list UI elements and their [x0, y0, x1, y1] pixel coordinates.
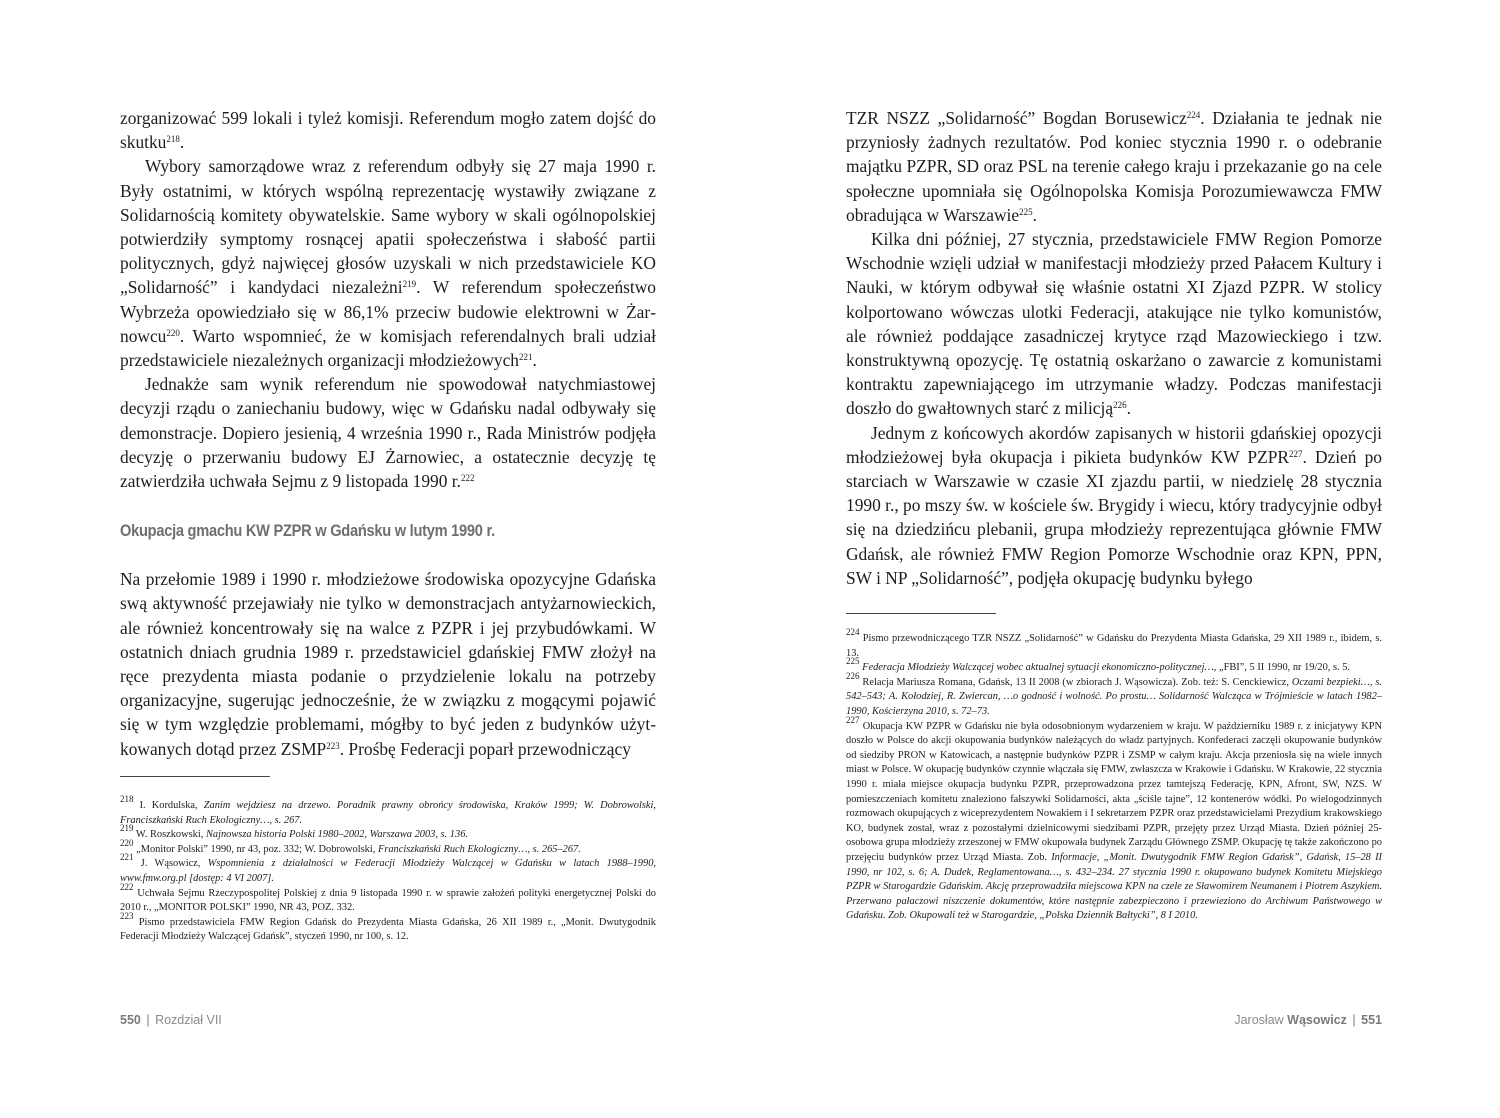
footnote-ref: 224 — [1186, 110, 1201, 120]
footnote — [120, 823, 656, 843]
folio-separator: | — [146, 1013, 150, 1027]
text-run: Jednym z końcowych akordów zapisanych w historii gdańskiej opozycji młodzieżowej była okupacja i pikieta budynków KW PZPR — [846, 422, 1382, 467]
right-footnote-rule — [846, 613, 996, 614]
footnote — [846, 656, 1382, 676]
text-run: . Działania te jednak nie przyniosły żadnych rezultatów. Pod koniec stycznia 1990 r. o odebranie majątku PZPR, SD oraz PSL na terenie całego kraju i przekazanie go na cele społeczne upomniała się Ogólnopolska Komisja Porozumiewawcza FMW obradująca w Warszawie — [846, 108, 1382, 225]
text-run: . Dzień po starciach w Warszawie w czasie XI zjazdu partii, w niedzielę 28 stycznia 1990 r., po mszy św. w kościele św. Brygidy i wiecu, który tradycyjnie odbył się na dziedzińcu plebanii, grupa młodzieży reprezentująca głównie FMW Gdańsk, ale również FMW Region Pomorze Wschodnie oraz KPN, PPN, SW i NP „Solidarność”, podjęła okupację budynku byłego — [846, 446, 1382, 588]
footnote-ref: 221 — [518, 352, 533, 363]
italic-text: Federacja Młodzieży Walczącej wobec aktualnej sytuacji ekonomiczno-politycznej… — [862, 662, 1214, 674]
left-page — [120, 0, 656, 1118]
text-run: „Monitor Polski” 1990, nr 43, poz. 332; W. Dobrowolski, — [133, 843, 378, 855]
italic-text: Informacje, „Monit. Dwutygodnik FMW Region Gdańsk”, Gdańsk, 15–28 II 1990, nr 102, s. 6; A. Dudek, Reglamentowana…, s. 432–234. 27 stycznia 1990 r. okupowano budynek Komitetu Miejskiego PZPR w Starogardzie Gdańskim. Akcję przeprowadziła miejscowa KPN na czele ze Sławomirem Neumanem i Piotrem Aszykiem. Przerwano pałaczowi niszczenie dokumentów, które następnie zabezpieczono i przewieziono do Archiwum Państwowego w Gdańsku. Zob. Okupowali też w Starogardzie, „Polska Dziennik Bałtycki”, 8 I 2010. — [846, 851, 1382, 922]
footnote-ref: 226 — [846, 670, 860, 681]
right-footnotes — [846, 627, 1382, 924]
text-run: . Prośbę Federacji poparł przewodniczący — [339, 738, 631, 759]
left-folio — [120, 1013, 222, 1027]
footnote — [846, 714, 1382, 924]
footnote-ref: 227 — [846, 714, 860, 725]
text-run: . — [1126, 398, 1131, 419]
section-heading: Okupacja gmachu KW PZPR w Gdańsku w lutym 1990 r. — [120, 521, 495, 541]
footnote — [120, 881, 656, 916]
author-last-name: Wąsowicz — [1287, 1013, 1347, 1027]
text-run: Wybory samorządowe wraz z referendum odbyły się 27 maja 1990 r. Były ostatnimi, w których wspólną reprezentację wystawiły związane z Solidarnością komitety obywatelskie. Same wybory w skali ogólnopolskiej potwierdziły symptomy rosnącej apatii społeczeństwa i słabość partii politycznych, gdyż najwięcej głosów uzyskali w nich przedstawiciele KO „Solidarność” i kandydaci niezależni — [120, 156, 656, 298]
footnote — [846, 627, 1382, 661]
right-body-text — [846, 106, 1382, 590]
footnote-ref: 219 — [120, 823, 134, 834]
paragraph — [120, 154, 656, 372]
footnote — [120, 794, 656, 828]
text-run: , „FBI”, 5 II 1990, nr 19/20, s. 5. — [1213, 662, 1350, 674]
left-body-text — [120, 106, 656, 761]
text-run: J. Wąsowicz, — [133, 858, 208, 870]
footnote-ref: 221 — [120, 852, 134, 863]
paragraph — [120, 372, 656, 493]
right-folio — [1234, 1013, 1382, 1027]
text-run: Uchwała Sejmu Rzeczypospolitej Polskiej z dnia 9 listopada 1990 r. w sprawie założeń polityki energetycznej Polski do 2010 r., „MONITOR POLSKI” 1990, NR 43, POZ. 332. — [120, 887, 656, 914]
right-paragraphs — [846, 106, 1382, 590]
footnote-ref: 222 — [120, 881, 134, 892]
italic-text: Oczami bezpieki…, s. 542–543; A. Kołodziej, R. Zwiercan, …o godność i wolność. Po prostu… Solidarność Walcząca w Trójmieście w latach 1982–1990, Kościerzyna 2010, s. 72–73. — [846, 676, 1382, 717]
italic-text: Wspomnienia z działalności w Federacji Młodzieży Walczącej w Gdańsku w latach 1988–1990, www.fmw.org.pl [dostęp: 4 VI 2007]. — [120, 858, 656, 884]
footnote-ref: 220 — [166, 327, 180, 338]
footnote-ref: 223 — [120, 910, 134, 921]
text-run: Okupacja KW PZPR w Gdańsku nie była odosobnionym wydarzeniem w kraju. W październiku 1989 r. z inicjatywy KPN doszło w Polsce do akcji okupowania budynków należących do władz partyjnych. Konfederaci zaczęli okupowanie budynków od siedziby PRON w Katowicach, a następnie budynków PZPR i ZSMP w całym kraju. Akcja przeniosła się na wiele innych miast w Polsce. W okupację budynków czynnie włączała się FMW, zwłaszcza w Krakowie i Gdańsku. W Krakowie, 22 stycznia 1990 r. miała miejsce okupacja budynku PZPR, przeprowadzona przez tamtejszą Federację, KPN, Afront, SW, NZS. W pomieszczeniach komitetu znaleziono fałszywki Solidarności, akta „ściśle tajne”, 12 kontenerów wódki. Po wielogodzinnych rozmowach okupujących z wiceprezydentem Nowakiem i I sekretarzem PZPR oraz przedstawicielami Prezydium krakowskiego KO, budynek został, wraz z pozostałymi dzielnicowymi siedzibami PZPR, przejęty przez Urząd Miasta. Dzień później 25-osobowa grupa młodzieży zrzeszonej w FMW okupowała budynek Zarządu Głównego ZSMP. Okupację tę także zakończono po przejęciu budynków przez Urząd Miasta. Zob. — [846, 720, 1382, 863]
footnote-ref: 218 — [166, 134, 180, 145]
italic-text: Najnowsza historia Polski 1980–2002, Warszawa 2003, s. 136. — [205, 829, 468, 841]
italic-text: Franciszkański Ruch Ekologiczny…, s. 265–267. — [377, 843, 581, 855]
author-first-name: Jarosław — [1234, 1013, 1284, 1027]
paragraph — [120, 106, 656, 154]
footnote-ref: 227 — [1288, 448, 1303, 459]
footnote — [120, 910, 656, 945]
footnote-ref: 222 — [460, 473, 475, 484]
italic-text: Zanim wejdziesz na drzewo. Poradnik prawny obrońcy środowiska, Kraków 1999; W. Dobrowolski, Franciszkański Ruch Ekologiczny…, s. 267. — [120, 800, 656, 826]
text-run: zorganizować 599 lokali i tyleż komisji. Referendum mogło zatem dojść do skutku — [120, 108, 656, 153]
chapter-label: Rozdział VII — [155, 1013, 222, 1027]
footnote-ref: 224 — [846, 627, 860, 637]
paragraph — [846, 421, 1382, 590]
text-run: Relacja Mariusza Romana, Gdańsk, 13 II 2008 (w zbiorach J. Wąsowicza). Zob. też: S. Cenckiewicz, — [859, 676, 1292, 688]
footnote-ref: 225 — [1019, 206, 1033, 217]
text-run: TZR NSZZ „Solidarność” Bogdan Borusewicz — [846, 108, 1187, 128]
right-page — [846, 0, 1382, 1118]
text-run: Jednakże sam wynik referendum nie spowodował natychmiastowej decyzji rządu o zaniechaniu budowy, więc w Gdańsku nadal odbywały się demonstracje. Dopiero jesienią, 4 września 1990 r., Rada Ministrów podjęła decyzję o przerwaniu budowy EJ Żarnowiec, a ostatecznie decyzję tę zatwierdziła uchwała Sejmu z 9 listopada 1990 r. — [120, 374, 656, 492]
page-number: 551 — [1361, 1013, 1382, 1027]
footnote-ref: 220 — [120, 837, 134, 848]
paragraph — [846, 227, 1382, 421]
page-number: 550 — [120, 1013, 141, 1027]
text-run: . — [1032, 204, 1037, 225]
text-run: . W referendum społeczeństwo Wybrzeża opowiedziało się w 86,1% przeciw budowie elektrowni w Żarnowcu — [120, 277, 657, 346]
paragraph — [120, 567, 656, 761]
footnote-ref: 226 — [1113, 400, 1127, 411]
footnote-ref: 219 — [402, 279, 417, 290]
footnote-ref: 218 — [120, 794, 134, 804]
paragraph — [846, 106, 1382, 227]
text-run: Pismo przewodniczącego TZR NSZZ „Solidarność” w Gdańsku do Prezydenta Miasta Gdańska, 29 XII 1989 r., ibidem, s. 13. — [846, 633, 1382, 659]
text-run: . Warto wspomnieć, że w komisjach referendalnych brali udział przedstawiciele niezależnych organizacji młodzieżowych — [120, 325, 656, 371]
text-run: Pismo przedstawiciela FMW Region Gdańsk do Prezydenta Miasta Gdańska, 26 XII 1989 r., „Monit. Dwutygodnik Federacji Młodzieży Walczącej Gdańsk”, styczeń 1990, nr 100, s. 12. — [120, 916, 656, 943]
left-footnotes — [120, 794, 656, 945]
text-run: W. Roszkowski, — [133, 829, 206, 841]
text-run: . — [532, 350, 537, 371]
left-paragraphs — [120, 106, 656, 493]
left-paragraphs-after-heading — [120, 567, 656, 761]
text-run: I. Kordulska, — [133, 800, 204, 811]
footnote-ref: 223 — [326, 740, 340, 751]
text-run: . — [179, 132, 185, 153]
text-run: Na przełomie 1989 i 1990 r. młodzieżowe środowiska opozycyjne Gdańska swą aktywność przejawiały nie tylko w demonstracjach antyżarnowieckich, ale również koncentrowały się na walce z PZPR i jej przybudówkami. W ostatnich dniach grudnia 1989 r. przedstawiciel gdańskiej FMW złożył na ręce prezydenta miasta podanie o przydzielenie lokalu na potrzeby organizacyjne, sugerując jednocześnie, że w związku z mogącymi pojawić się w tym względzie problemami, mógłby to być jeden z budynków użytkowanych dotąd przez ZSMP — [120, 569, 656, 759]
footnote-ref: 225 — [846, 656, 860, 667]
footnote — [120, 852, 656, 886]
footnote — [846, 670, 1382, 720]
left-footnote-rule — [120, 776, 270, 777]
footnote — [120, 837, 656, 858]
text-run: Kilka dni później, 27 stycznia, przedstawiciele FMW Region Pomorze Wschodnie wzięli udział w manifestacji młodzieży przed Pałacem Kultury i Nauki, w którym odbywał się właśnie ostatni XI Zjazd PZPR. W stolicy kolportowano wówczas ulotki Federacji, atakujące nie tylko komunistów, ale również poddające zasadniczej krytyce rząd Mazowieckiego i tzw. konstruktywną opozycję. Tę ostatnią oskarżano o zawarcie z komunistami kontraktu zapewniającego im utrzymanie władzy. Podczas manifestacji doszło do gwałtownych starć z milicją — [846, 229, 1382, 419]
folio-separator: | — [1352, 1013, 1356, 1027]
